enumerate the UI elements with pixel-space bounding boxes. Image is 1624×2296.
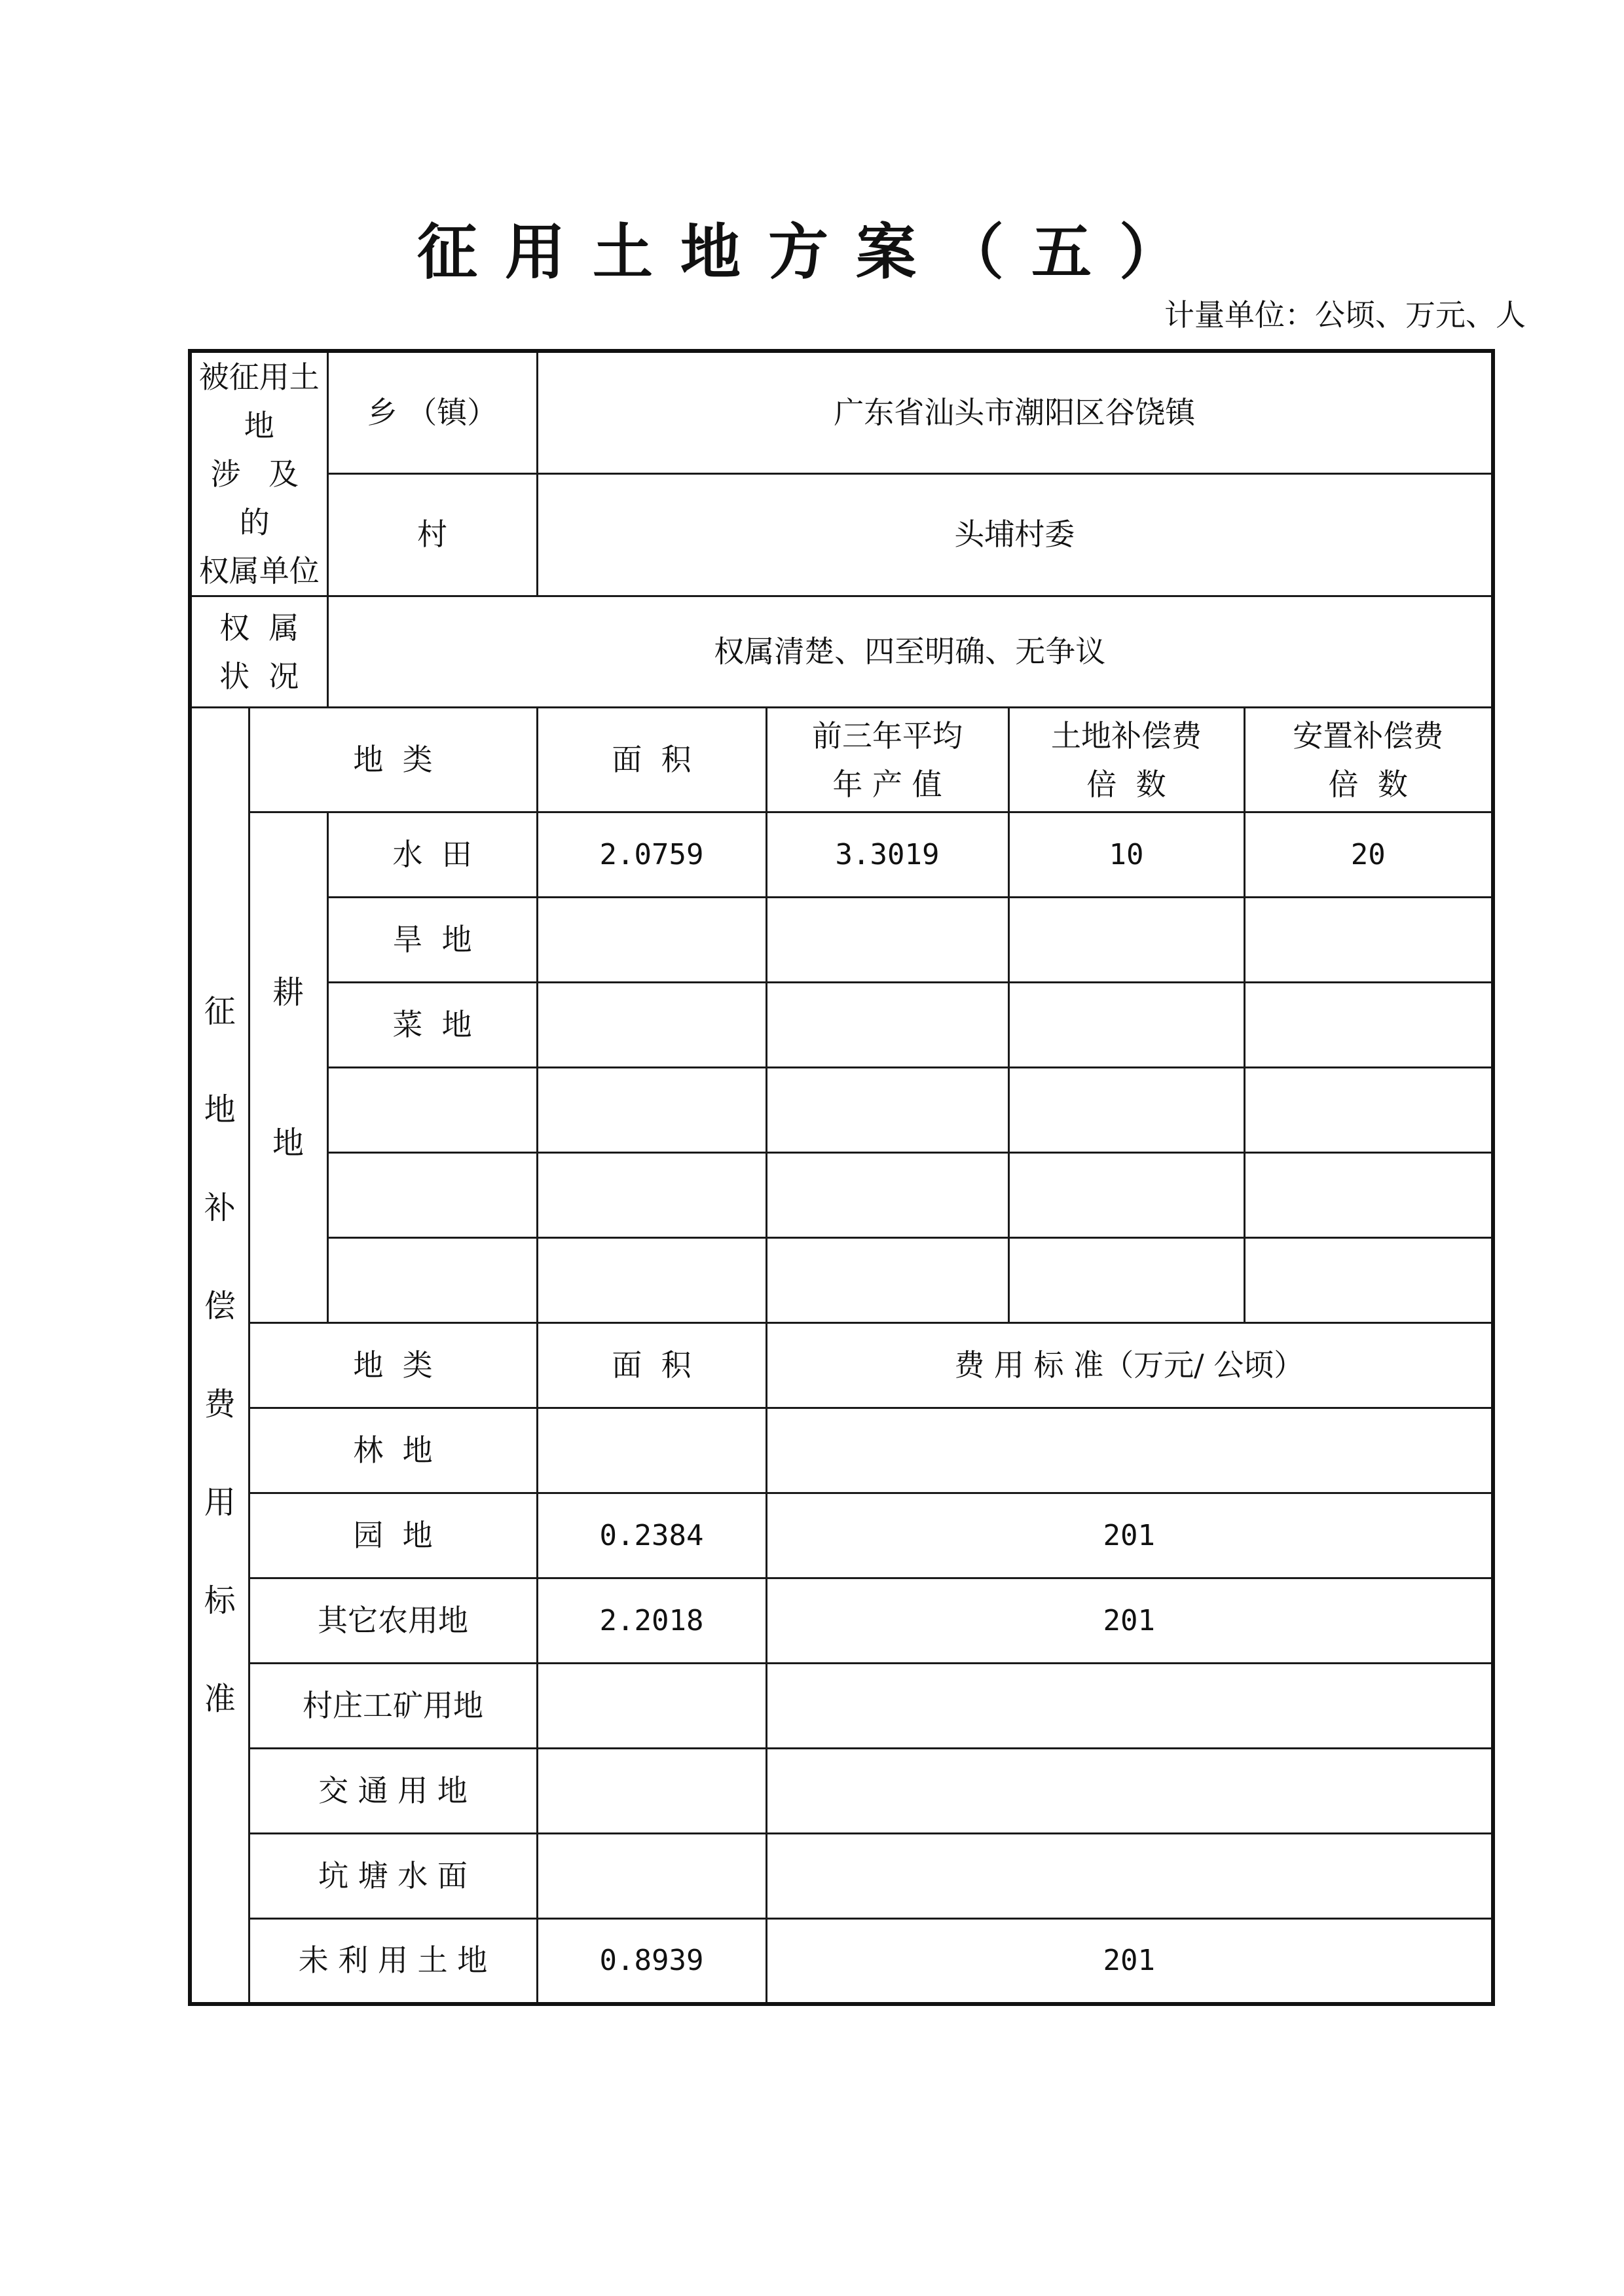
table-row	[190, 1834, 1493, 1919]
village-value: 头埔村委	[537, 473, 1493, 596]
other-area-header: 面 积	[537, 1323, 766, 1408]
cultivated-type: 旱 地	[327, 898, 537, 983]
cultivated-label: 耕地	[272, 974, 304, 1161]
other-area	[537, 1664, 766, 1749]
other-area: 0.8939	[537, 1919, 766, 2004]
other-standard	[766, 1749, 1493, 1834]
cultivated-avg-output	[766, 1068, 1008, 1153]
avg-output-header-cell	[766, 708, 1008, 812]
other-type: 村庄工矿用地	[249, 1664, 537, 1749]
other-standard	[766, 1664, 1493, 1749]
town-value: 广东省汕头市潮阳区谷饶镇	[537, 351, 1493, 473]
other-type: 交 通 用 地	[249, 1749, 537, 1834]
cultivated-land-multiplier	[1008, 983, 1244, 1068]
table-row	[190, 1919, 1493, 2004]
avg-output-header-line2: 年 产 值	[832, 766, 942, 802]
ownership-label-cell	[190, 351, 327, 596]
cultivated-land-multiplier	[1008, 1238, 1244, 1323]
cultivated-area	[537, 1153, 766, 1238]
status-value: 权属清楚、四至明确、无争议	[327, 596, 1493, 708]
other-area	[537, 1408, 766, 1493]
section-label-cell	[190, 708, 249, 2004]
cultivated-area: 2.0759	[537, 812, 766, 898]
other-type: 其它农用地	[249, 1578, 537, 1664]
other-type: 坑 塘 水 面	[249, 1834, 537, 1919]
table-row	[190, 1068, 1493, 1153]
land-comp-header-cell	[1008, 708, 1244, 812]
other-type: 园 地	[249, 1493, 537, 1578]
other-area	[537, 1834, 766, 1919]
table-row	[190, 812, 1493, 898]
table-row	[190, 898, 1493, 983]
other-type: 未 利 用 土 地	[249, 1919, 537, 2004]
other-standard: 201	[766, 1919, 1493, 2004]
unit-label: 计量单位：公顷、万元、人	[1164, 297, 1526, 333]
cultivated-avg-output: 3.3019	[766, 812, 1008, 898]
resettle-header-line1: 安置补偿费	[1293, 718, 1444, 754]
cultivated-resettle-multiplier	[1244, 1153, 1493, 1238]
table-row	[190, 1578, 1493, 1664]
cultivated-avg-output	[766, 1238, 1008, 1323]
table-row	[190, 1664, 1493, 1749]
other-type-header: 地 类	[249, 1323, 537, 1408]
table-row	[190, 1493, 1493, 1578]
other-type: 林 地	[249, 1408, 537, 1493]
cultivated-type: 水 田	[327, 812, 537, 898]
cultivated-area	[537, 1068, 766, 1153]
cultivated-type-header: 地 类	[249, 708, 537, 812]
village-label: 村	[327, 473, 537, 596]
cultivated-land-multiplier	[1008, 1153, 1244, 1238]
land-comp-header-line2: 倍 数	[1086, 766, 1166, 802]
page-title: 征用土地方案（五）	[416, 217, 1207, 287]
cultivated-resettle-multiplier: 20	[1244, 812, 1493, 898]
cultivated-avg-output	[766, 898, 1008, 983]
status-label-line1: 权 属	[219, 610, 299, 646]
resettle-header-cell	[1244, 708, 1493, 812]
standard-header: 费 用 标 准（万元/ 公顷）	[766, 1323, 1493, 1408]
cultivated-resettle-multiplier	[1244, 1068, 1493, 1153]
land-comp-header-line1: 土地补偿费	[1051, 718, 1202, 754]
avg-output-header-line1: 前三年平均	[812, 718, 963, 754]
cultivated-area	[537, 983, 766, 1068]
cultivated-type	[327, 1068, 537, 1153]
resettle-header-line2: 倍 数	[1328, 766, 1408, 802]
table-row	[190, 1749, 1493, 1834]
cultivated-resettle-multiplier	[1244, 983, 1493, 1068]
cultivated-type	[327, 1238, 537, 1323]
other-area	[537, 1749, 766, 1834]
cultivated-area-header: 面 积	[537, 708, 766, 812]
table-row	[190, 1238, 1493, 1323]
table-row	[190, 1408, 1493, 1493]
cultivated-land-multiplier	[1008, 1068, 1244, 1153]
cultivated-area	[537, 898, 766, 983]
town-label: 乡 （镇）	[327, 351, 537, 473]
cultivated-resettle-multiplier	[1244, 898, 1493, 983]
cultivated-label-cell	[249, 812, 327, 1323]
other-area: 2.2018	[537, 1578, 766, 1664]
other-standard: 201	[766, 1493, 1493, 1578]
cultivated-type: 菜 地	[327, 983, 537, 1068]
section-label: 征地补偿费用标准	[204, 993, 236, 1717]
cultivated-avg-output	[766, 983, 1008, 1068]
ownership-label-line1: 被征用土地	[198, 359, 320, 443]
cultivated-land-multiplier	[1008, 898, 1244, 983]
other-standard	[766, 1408, 1493, 1493]
other-area: 0.2384	[537, 1493, 766, 1578]
cultivated-type	[327, 1153, 537, 1238]
other-standard: 201	[766, 1578, 1493, 1664]
table-row	[190, 1153, 1493, 1238]
ownership-label-line3: 权属单位	[198, 553, 320, 589]
status-label-cell	[190, 596, 327, 708]
cultivated-land-multiplier: 10	[1008, 812, 1244, 898]
cultivated-area	[537, 1238, 766, 1323]
cultivated-resettle-multiplier	[1244, 1238, 1493, 1323]
status-label-line2: 状 况	[219, 658, 299, 694]
other-standard	[766, 1834, 1493, 1919]
table-row	[190, 983, 1493, 1068]
cultivated-avg-output	[766, 1153, 1008, 1238]
land-acquisition-table	[188, 349, 1495, 2006]
ownership-label-line2: 涉 及 的	[210, 456, 308, 540]
